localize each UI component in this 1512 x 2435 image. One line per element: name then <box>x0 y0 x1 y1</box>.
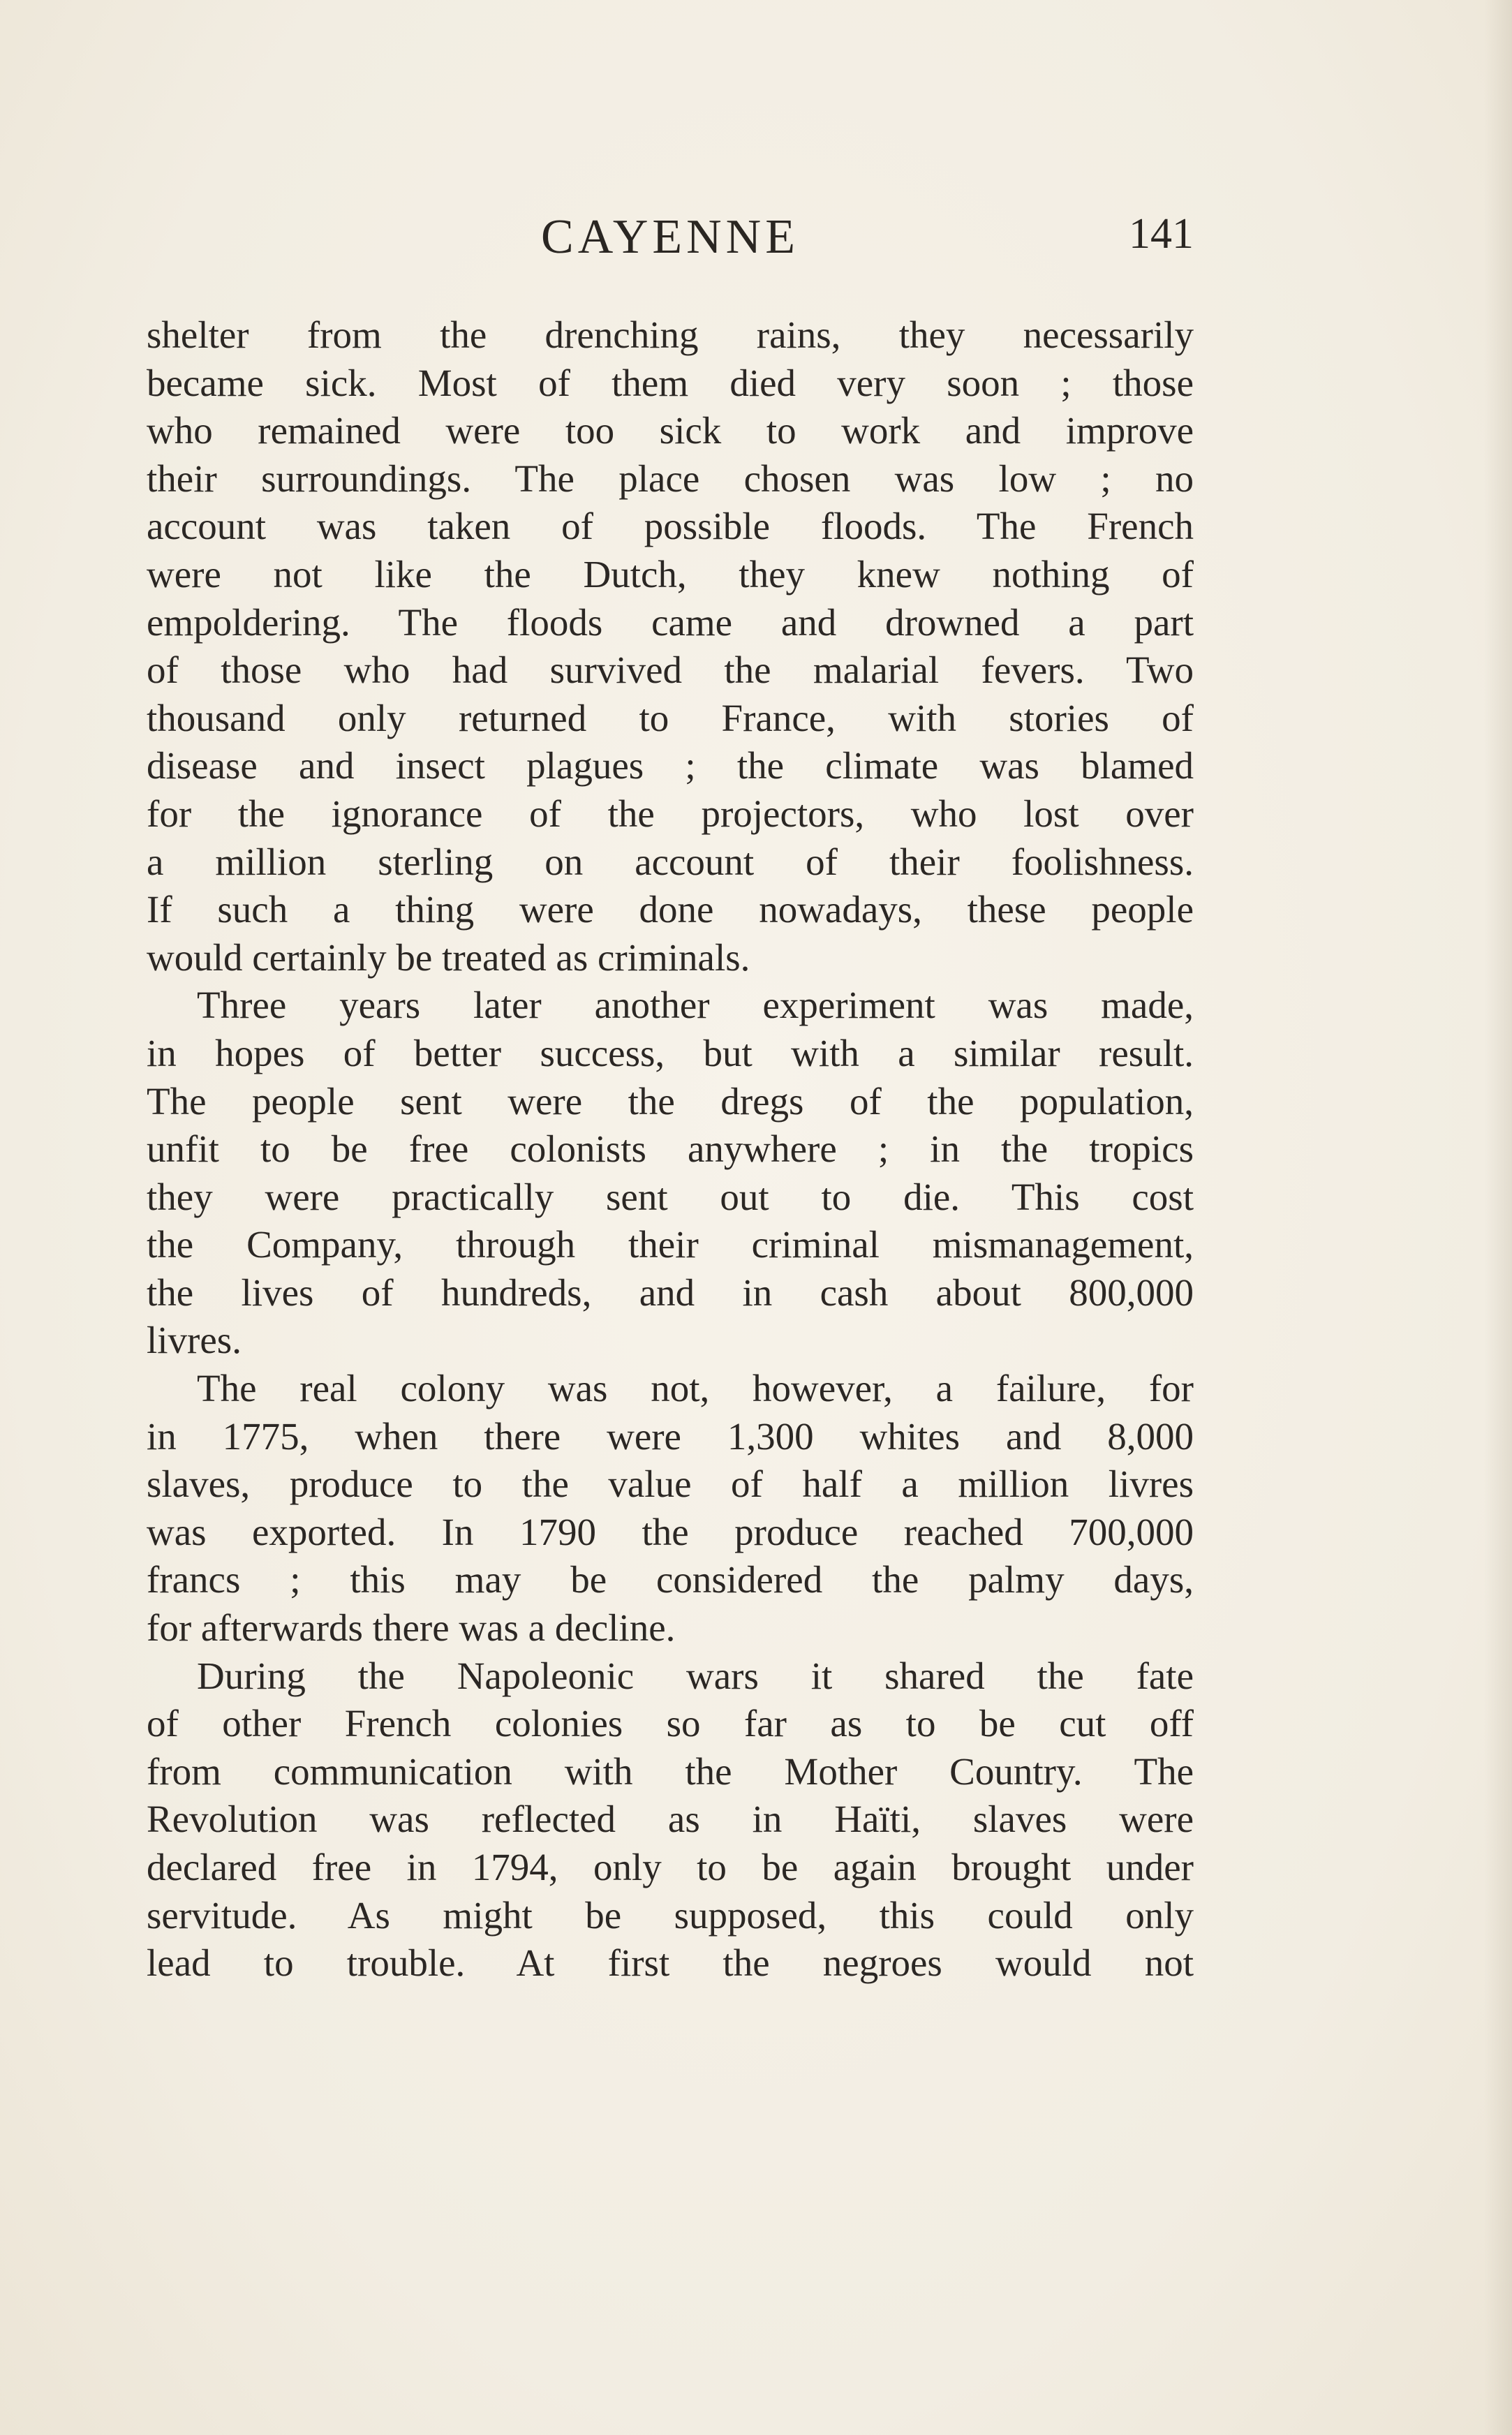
body-text <box>147 311 1194 1988</box>
text-line: a million sterling on account of their foolishness. <box>147 840 1194 883</box>
chapter-title: CAYENNE <box>541 210 799 264</box>
text-line: empoldering. The floods came and drowned a part <box>147 600 1194 644</box>
text-line: the lives of hundreds, and in cash about 800,000 <box>147 1271 1194 1314</box>
text-line: If such a thing were done nowadays, these people <box>147 888 1194 931</box>
text-line: slaves, produce to the value of half a million livres <box>147 1463 1194 1506</box>
text-line: who remained were too sick to work and improve <box>147 409 1194 452</box>
text-line: The people sent were the dregs of the population, <box>147 1079 1194 1123</box>
text-line: of other French colonies so far as to be cut off <box>147 1702 1194 1745</box>
text-line: from communication with the Mother Country. The <box>147 1749 1194 1793</box>
paragraph-end-line: livres. <box>147 1319 242 1362</box>
text-line: lead to trouble. At first the negroes would not <box>147 1941 1194 1985</box>
text-line: they were practically sent out to die. This cost <box>147 1175 1194 1218</box>
text-line: declared free in 1794, only to be again brought under <box>147 1846 1194 1888</box>
paragraph-end-line: would certainly be treated as criminals. <box>147 935 750 979</box>
page-edge-shading <box>1484 0 1512 2435</box>
text-line: account was taken of possible floods. The French <box>147 505 1194 548</box>
text-line: the Company, through their criminal mismanagement, <box>147 1223 1194 1266</box>
text-line: disease and insect plagues ; the climate was blamed <box>147 744 1194 787</box>
text-line: were not like the Dutch, they knew nothing of <box>147 552 1194 595</box>
text-line: in 1775, when there were 1,300 whites and 8,000 <box>147 1414 1194 1458</box>
text-line: became sick. Most of them died very soon ; those <box>147 361 1194 404</box>
text-line: in hopes of better success, but with a similar result. <box>147 1031 1194 1074</box>
text-line: Revolution was reflected as in Haïti, slaves were <box>147 1798 1194 1841</box>
paragraph-start-line: The real colony was not, however, a failure, for <box>197 1367 1194 1410</box>
text-line: was exported. In 1790 the produce reached 700,000 <box>147 1510 1194 1553</box>
page-number: 141 <box>1129 210 1194 258</box>
text-line: unfit to be free colonists anywhere ; in the tropics <box>147 1127 1194 1171</box>
text-line: thousand only returned to France, with stories of <box>147 696 1194 739</box>
text-line: francs ; this may be considered the palmy days, <box>147 1558 1194 1601</box>
text-line: for the ignorance of the projectors, who lost over <box>147 792 1194 835</box>
paragraph-end-line: for afterwards there was a decline. <box>147 1606 676 1650</box>
text-line: of those who had survived the malarial fevers. Two <box>147 649 1194 692</box>
running-head <box>147 209 1194 286</box>
text-line: shelter from the drenching rains, they necessarily <box>147 313 1194 356</box>
paragraph-start-line: During the Napoleonic wars it shared the fate <box>197 1654 1194 1697</box>
text-line: their surroundings. The place chosen was low ; no <box>147 457 1194 500</box>
paragraph-start-line: Three years later another experiment was made, <box>197 984 1194 1027</box>
text-line: servitude. As might be supposed, this could only <box>147 1893 1194 1937</box>
